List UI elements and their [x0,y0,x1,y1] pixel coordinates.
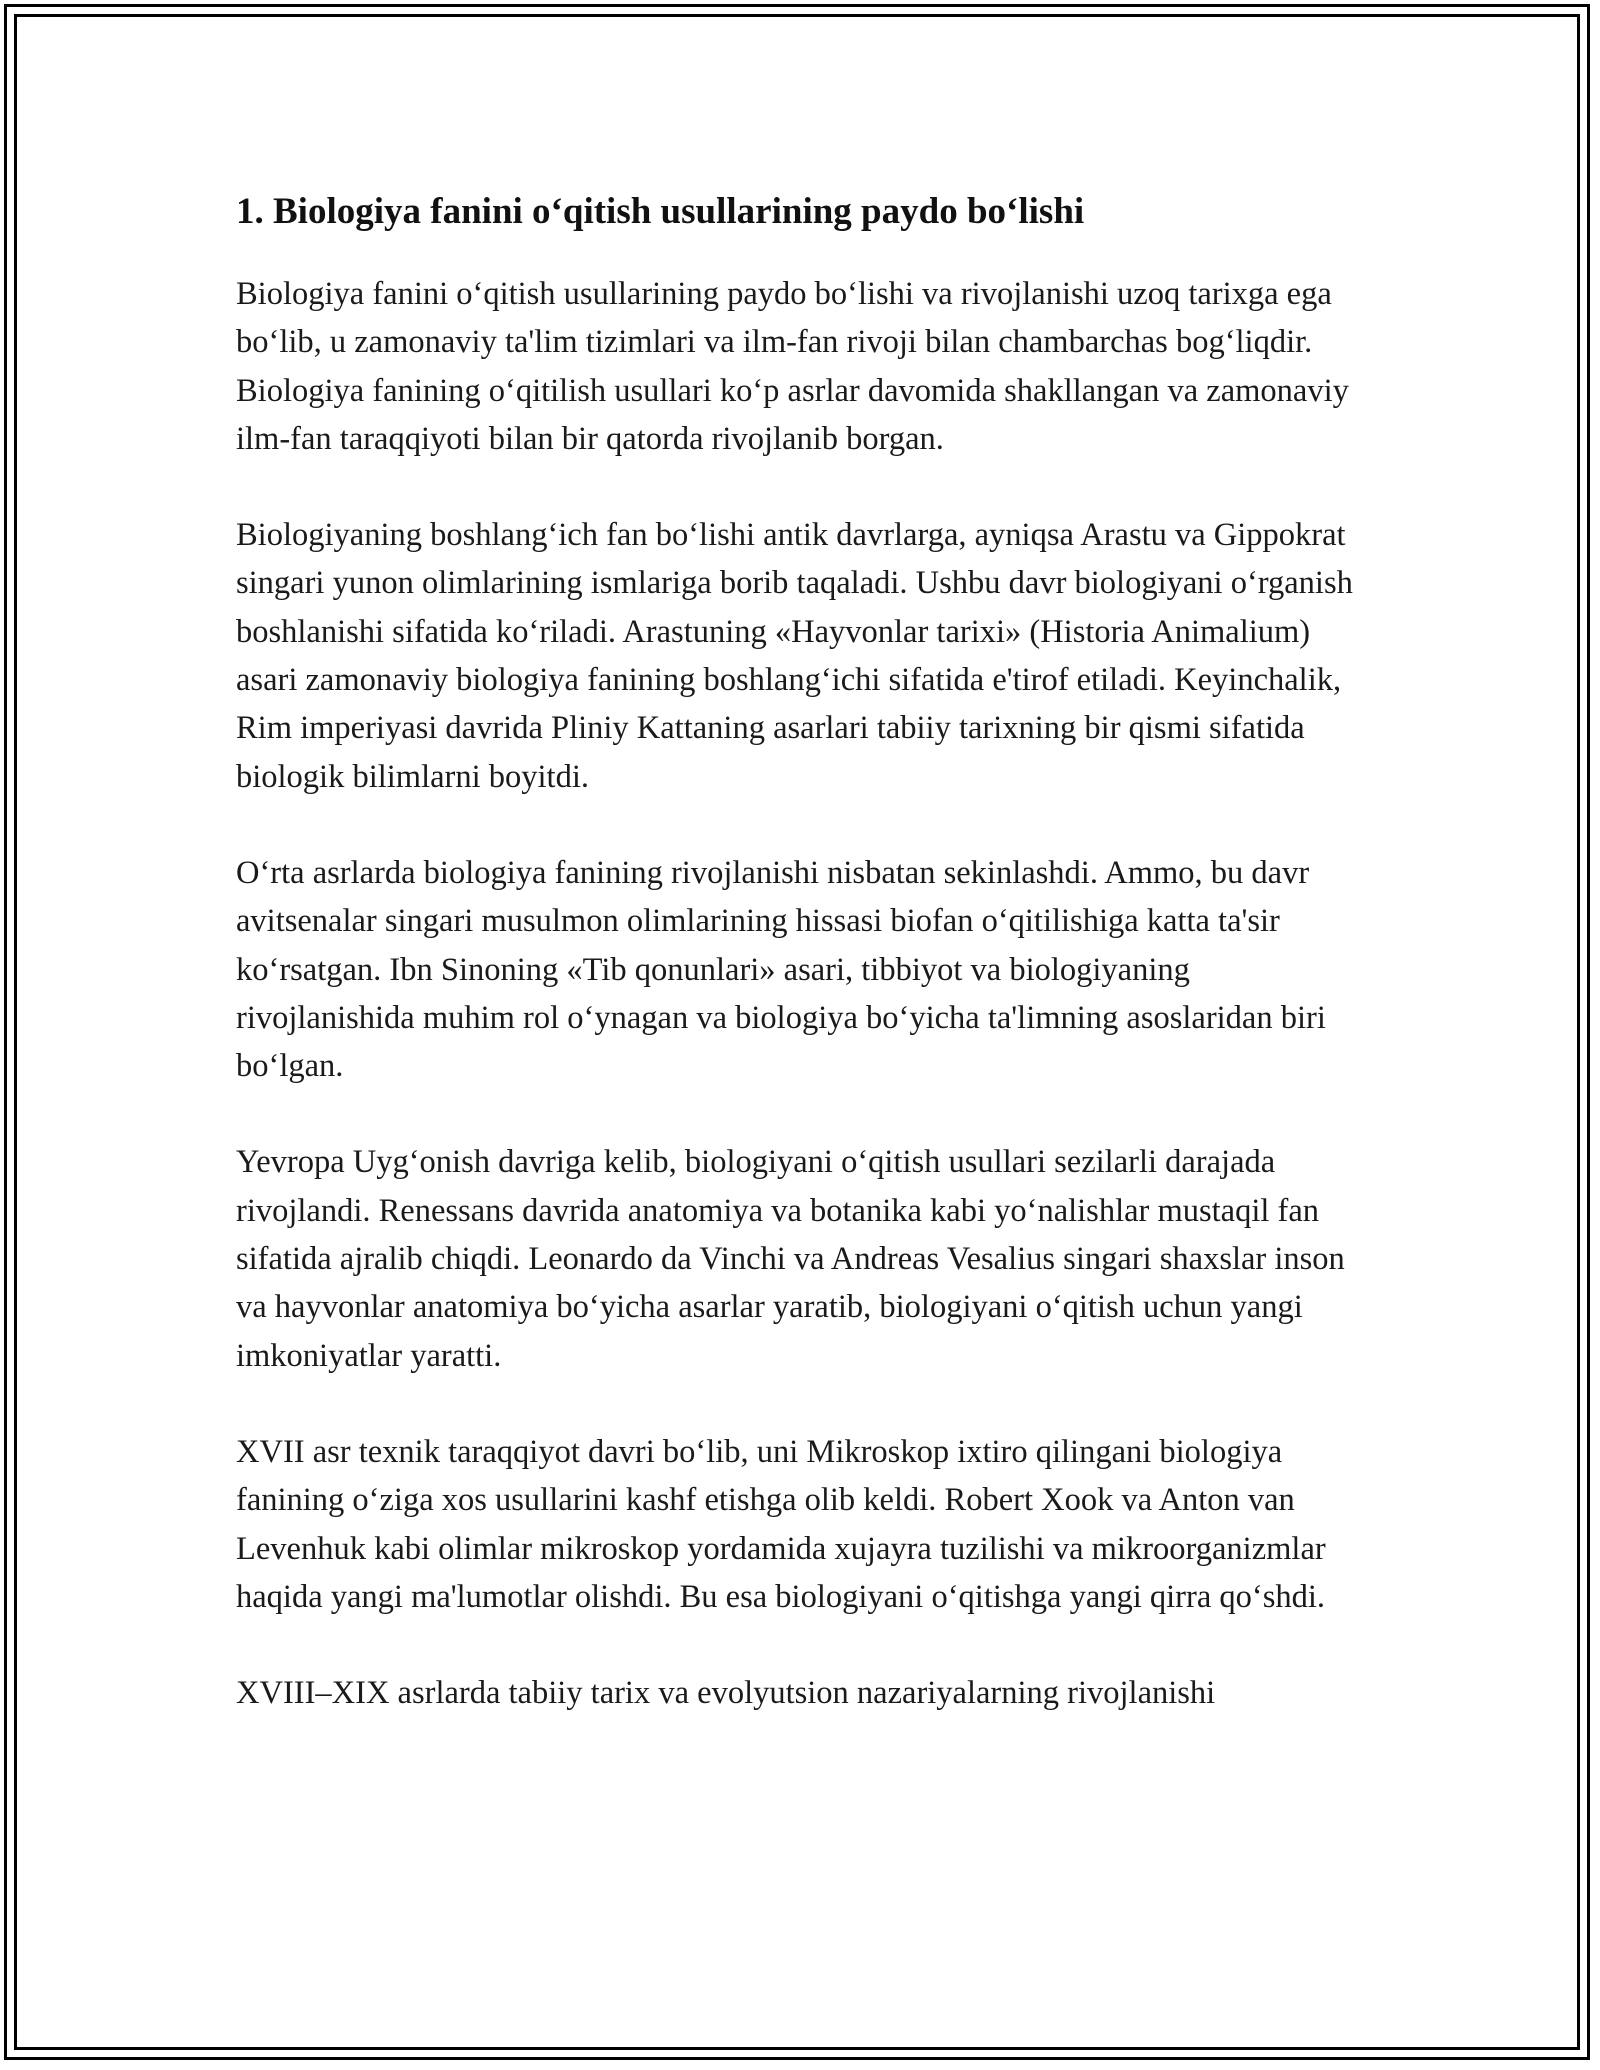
paragraph-antiquity: Biologiyaning boshlangʻich fan boʻlishi antik davrlarga, ayniqsa Arastu va Gippokrat singari yunon olimlarining ismlariga borib taqaladi. Ushbu davr biologiyani oʻrganish boshlanishi sifatida koʻriladi. Arastuning «Hayvonlar tarixi» (Historia Animalium) asari zamonaviy biologiya fanining boshlangʻichi sifatida e'tirof etiladi. Keyinchalik, Rim imperiyasi davrida Pliniy Kattaning asarlari tabiiy tarixning bir qismi sifatida biologik bilimlarni boyitdi. [236,517,1353,795]
section-heading: 1. Biologiya fanini oʻqitish usullarining paydo boʻlishi [236,191,1085,232]
paragraph-middle-ages: Oʻrta asrlarda biologiya fanining rivojlanishi nisbatan sekinlashdi. Ammo, bu davr avitsenalar singari musulmon olimlarining hissasi biofan oʻqitilishiga katta ta'sir koʻrsatgan. Ibn Sinoning «Tib qonunlari» asari, tibbiyot va biologiyaning rivojlanishida muhim rol oʻynagan va biologiya boʻyicha ta'limning asoslaridan biri boʻlgan. [236,854,1326,1085]
paragraph-eighteenth-nineteenth-century: XVIII–XIX asrlarda tabiiy tarix va evolyutsion nazariyalarning rivojlanishi [236,1675,1216,1712]
paragraph-intro: Biologiya fanini oʻqitish usullarining paydo boʻlishi va rivojlanishi uzoq tarixga ega boʻlib, u zamonaviy ta'lim tizimlari va ilm-fan rivoji bilan chambarchas bogʻliqdir. Biologiya fanining oʻqitilish usullari koʻp asrlar davomida shakllangan va zamonaviy ilm-fan taraqqiyoti bilan bir qatorda rivojlanib borgan. [236,276,1349,457]
paragraph-seventeenth-century: XVII asr texnik taraqqiyot davri boʻlib, uni Mikroskop ixtiro qilingani biologiya fanining oʻziga xos usullarini kashf etishga olib keldi. Robert Xook va Anton van Levenhuk kabi olimlar mikroskop yordamida xujayra tuzilishi va mikroorganizmlar haqida yangi ma'lumotlar olishdi. Bu esa biologiyani oʻqitishga yangi qirra qoʻshdi. [236,1433,1326,1615]
document-body [236,188,1376,1765]
paragraph-renaissance: Yevropa Uygʻonish davriga kelib, biologiyani oʻqitish usullari sezilarli darajada rivojlandi. Renessans davrida anatomiya va botanika kabi yoʻnalishlar mustaqil fan sifatida ajralib chiqdi. Leonardo da Vinchi va Andreas Vesalius singari shaxslar inson va hayvonlar anatomiya boʻyicha asarlar yaratib, biologiyani oʻqitish uchun yangi imkoniyatlar yaratti. [236,1144,1345,1374]
